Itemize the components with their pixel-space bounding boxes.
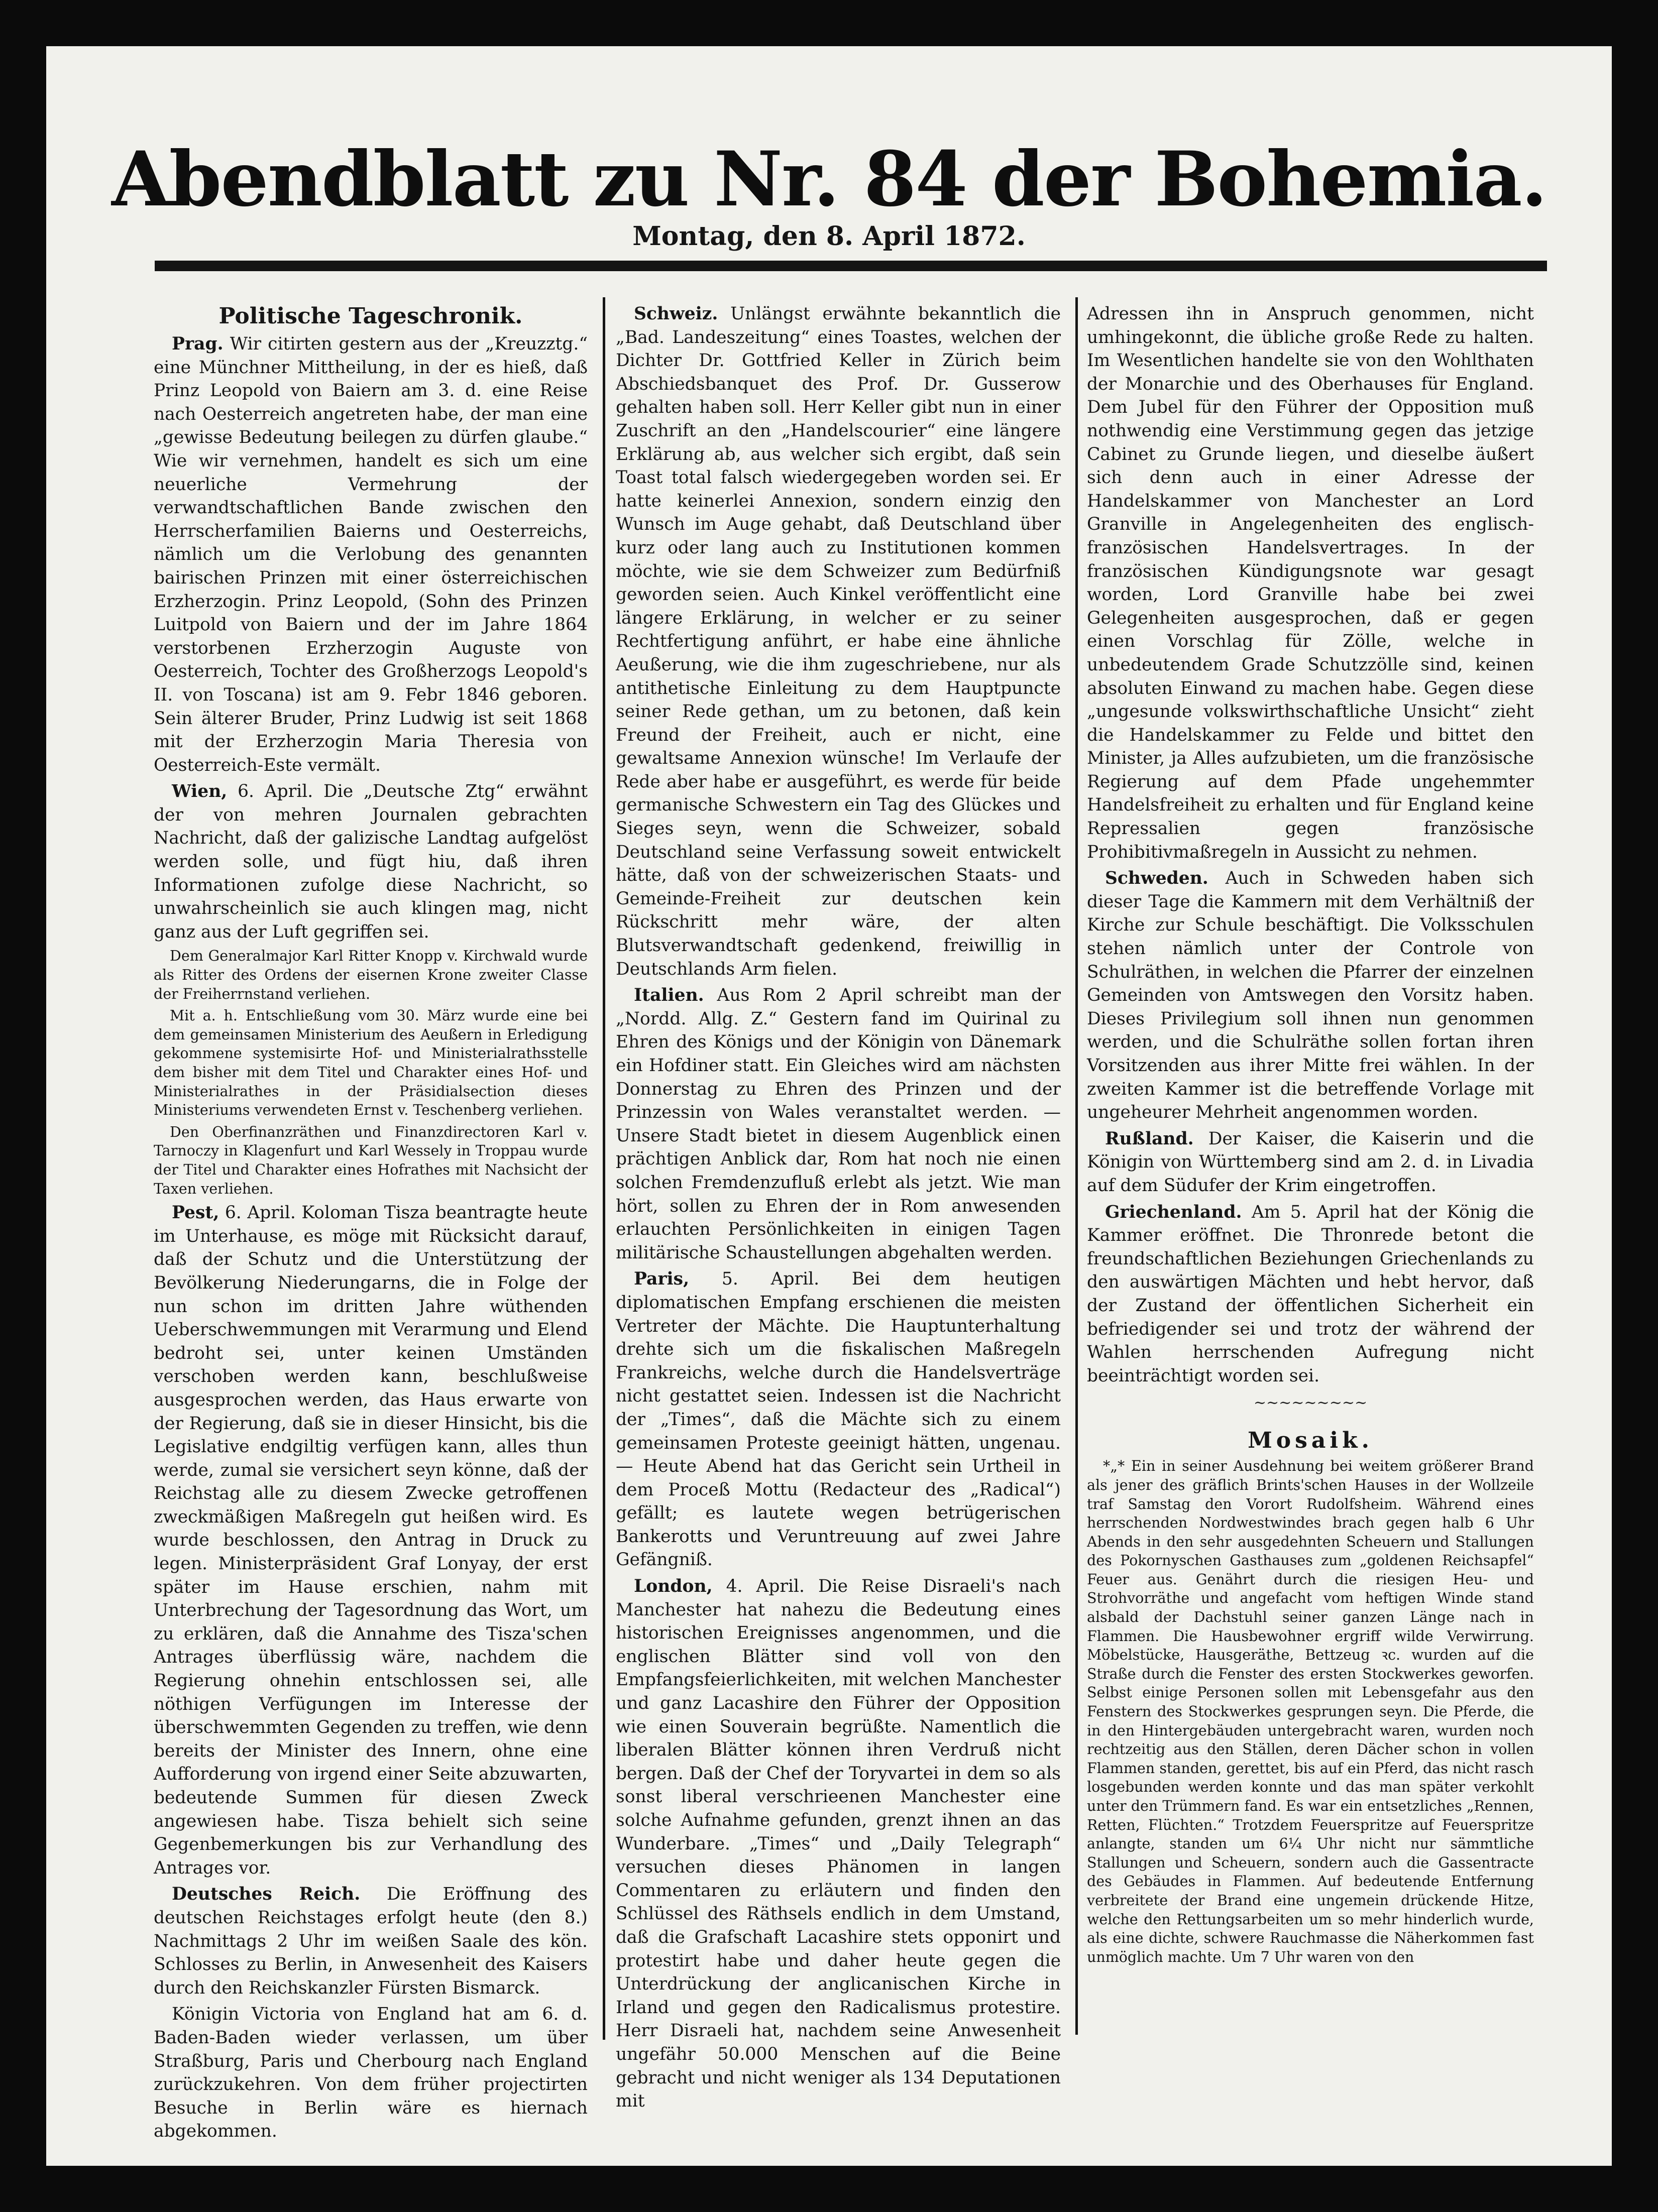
article-pest-text: 6. April. Koloman Tisza beantragte heute im Unterhause, es möge mit Rücksicht darauf, daß der Schutz und die Unterstützung der Bevölkerung Niederungarns, die in Folge der nun schon im dritten Jahre wüthenden Ueberschwemmungen mit Verarmung und Elend bedroht sei, unter keinen Umständen verschoben werden kann, beschlußweise ausgesprochen werden, das Haus erwarte von der Regierung, daß sie in dieser Hinsicht, bis die Legislative endgiltig verfügen kann, alles thun werde, zumal sie versichert seyn könne, daß der Reichstag alle zu diesem Zwecke getroffenen zweckmäßigen Maßregeln gut heißen wird. Es wurde beschlossen, den Antrag in Druck zu legen. Ministerpräsident Graf Lonyay, der erst später im Hause erschien, nahm mit Unterbrechung der Tagesordnung das Wort, um zu erklären, daß die Annahme des Tisza'schen Antrages überflüssig wäre, nachdem die Regierung ohnehin entschlossen sei, alle nöthigen Verfügungen im Interesse der überschwemmten Gegenden zu treffen, wie denn bereits der Minister des Innern, ohne eine Aufforderung von irgend einer Seite abzuwarten, bedeutende Summen für diesen Zweck angewiesen habe. Tisza behielt sich seine Gegenbemerkungen bis zur Verhandlung des Antrages vor. xyxy=(154,1203,588,1878)
notice-finance-directors: Den Oberfinanzräthen und Finanzdirectoren Karl v. Tarnoczy in Klagenfurt und Karl Wessely in Troppau wurde der Titel und Charakter eines Hofrathes mit Nachsicht der Taxen verliehen. xyxy=(154,1123,588,1197)
article-italien-text: Aus Rom 2 April schreibt man der „Nordd. Allg. Z.“ Gestern fand im Quirinal zu Ehren des Königs und der Königin von Dänemark ein Hofdiner statt. Ein Gleiches wird am nächsten Donnerstag zu Ehren des Prinzen und der Prinzessin von Wales veranstaltet werden. — Unsere Stadt bietet in diesem Augenblick einen prächtigen Anblick dar, Rom hat noch nie einen solchen Fremdenzufluß erlebt als jetzt. Wie man hört, sollen zu Ehren der in Rom anwesenden erlauchten Persönlichkeiten in einigen Tagen militärische Schaustellungen abgehalten werden. xyxy=(616,985,1061,1263)
article-schweden xyxy=(1087,867,1534,1124)
dateline-deutsches-reich: Deutsches Reich. xyxy=(172,1884,361,1905)
article-pest xyxy=(154,1201,588,1880)
article-griechenland xyxy=(1087,1201,1534,1388)
article-griechenland-text: Am 5. April hat der König die Kammer eröffnet. Die Thronrede betont die freundschaftlichen Beziehungen Griechenlands zu den auswärtigen Mächten und hebt hervor, daß der Zustand der öffentlichen Sicherheit ein befriedigender sei und trotz der während der Wahlen herrschenden Aufregung nicht beeinträchtigt worden sei. xyxy=(1087,1202,1534,1386)
dateline-prag: Prag. xyxy=(172,334,224,354)
column-right xyxy=(1087,302,1534,2110)
dateline-schweiz: Schweiz. xyxy=(634,304,718,324)
article-prag-text: Wir citirten gestern aus der „Kreuzztg.“ eine Münchner Mittheilung, in der es hieß, daß Prinz Leopold von Baiern am 3. d. eine Reise nach Oesterreich angetreten habe, der man eine „gewisse Bedeutung beilegen zu dürfen glaube.“ Wie wir vernehmen, handelt es sich um eine neuerliche Vermehrung der verwandtschaftlichen Bande zwischen den Herrscherfamilien Baierns und Oesterreichs, nämlich um die Verlobung des genannten bairischen Prinzen mit einer österreichischen Erzherzogin. Prinz Leopold, (Sohn des Prinzen Luitpold von Baiern und der im Jahre 1864 verstorbenen Erzherzogin Auguste von Oesterreich, Tochter des Großherzogs Leopold's II. von Toscana) ist am 9. Febr 1846 geboren. Sein älterer Bruder, Prinz Ludwig ist seit 1868 mit der Erzherzogin Maria Theresia von Oesterreich-Este vermält. xyxy=(154,334,588,775)
article-paris xyxy=(616,1267,1061,1572)
article-deutsches-reich xyxy=(154,1883,588,2000)
dateline-pest: Pest, xyxy=(172,1203,219,1223)
article-london-continued: Adressen ihn in Anspruch genommen, nicht umhingekonnt, die übliche große Rede zu halten. Im Wesentlichen handelte sie von den Wohlthaten der Monarchie und des Oberhauses für England. Dem Jubel für den Führer der Opposition muß nothwendig eine Verstimmung gegen das jetzige Cabinet zu Grunde liegen, und dieselbe äußert sich denn auch in einer Adresse der Handelskammer von Manchester an Lord Granville in Angelegenheiten des englisch-französischen Handelsvertrages. In der französischen Kündigungsnote war gesagt worden, Lord Granville habe bei zwei Gelegenheiten ausgesprochen, daß er gegen einen Vorschlag für Zölle, welche in unbedeutendem Grade Schutzzölle sind, keinen absoluten Einwand zu machen habe. Gegen diese „ungesunde volkswirthschaftliche Unsicht“ zieht die Handelskammer zu Felde und bittet den Minister, ja Alles aufzubieten, um die französische Regierung auf dem Pfade ungehemmter Handelsfreiheit zu erhalten und für England keine Repressalien gegen französische Prohibitivmaßregeln in Aussicht zu nehmen. xyxy=(1087,304,1534,862)
dateline-paris: Paris, xyxy=(634,1269,690,1290)
dateline-wien: Wien, xyxy=(172,781,228,802)
column-rule-1 xyxy=(603,297,605,2040)
article-fire-rudolfsheim: *„* Ein in seiner Ausdehnung bei weitem größerer Brand als jener des gräflich Brints'schen Hauses in der Wollzeile traf Samstag den Vorort Rudolfsheim. Während eines herrschenden Nordwestwindes brach gegen halb 6 Uhr Abends in den sehr ausgedehnten Scheuern und Stallungen des Pokornyschen Gasthauses zum „goldenen Reichsapfel“ Feuer aus. Genährt durch die riesigen Heu- und Strohvorräthe und angefacht vom heftigen Winde stand alsbald der Dachstuhl seiner ganzen Länge nach in Flammen. Die Hausbewohner ergriff wilde Verwirrung. Möbelstücke, Hausgeräthe, Bettzeug ꝛc. wurden auf die Straße durch die Fenster des ersten Stockwerkes geworfen. Selbst einige Personen sollen mit Lebensgefahr aus den Fenstern des Stockwerkes gesprungen seyn. Die Pferde, die in den Hintergebäuden untergebracht waren, wurden noch rechtzeitig aus den Ställen, deren Dächer schon in vollen Flammen standen, gerettet, bis auf ein Pferd, das nicht rasch losgebunden werden konnte und das man später verkohlt unter den Trümmern fand. Es war ein entsetzliches „Rennen, Retten, Flüchten.“ Trotzdem Feuerspritze auf Feuerspritze anlangte, standen um 6¼ Uhr nicht nur sämmtliche Stallungen und Scheuern, sondern auch die Gassentracte des Gebäudes in Flammen. Auf bedeutende Entfernung verbreitete der Brand eine ungemein drückende Hitze, welche den Rettungsarbeiten um so mehr hinderlich wurde, als eine dichte, schwere Rauchmasse die Näherkommen fast unmöglich machte. Um 7 Uhr waren von den xyxy=(1087,1458,1534,1965)
article-london xyxy=(616,1575,1061,2113)
article-london-text: 4. April. Die Reise Disraeli's nach Manchester hat nahezu die Bedeutung eines historischen Ereignisses angenommen, und die englischen Blätter sind voll von den Empfangsfeierlichkeiten, mit welchen Manchester und ganz Lacashire den Führer der Opposition wie einen Souverain begrüßte. Namentlich die liberalen Blätter können ihren Verdruß nicht bergen. Daß der Chef der Toryvartei in dem so als sonst liberal verschrieenen Manchester eine solche Aufnahme gefunden, grenzt ihnen an das Wunderbare. „Times“ und „Daily Telegraph“ versuchen dieses Phänomen in langen Commentaren zu erläutern und finden den Schlüssel des Räthsels endlich in dem Umstand, daß die Grafschaft Lacashire stets opponirt und protestirt habe und daher heute gegen die Unterdrückung der anglicanischen Kirche in Irland und gegen den Radicalismus protestire. Herr Disraeli hat, nachdem seine Anwesenheit ungefähr 50.000 Menschen auf die Beine gebracht und nicht weniger als 134 Deputationen mit xyxy=(616,1576,1061,2112)
article-schweiz xyxy=(616,302,1061,981)
ornament-divider: ~~~~~~~~~ xyxy=(1253,1394,1368,1412)
article-russland-text: Der Kaiser, die Kaiserin und die Königin von Württemberg sind am 2. d. in Livadia auf dem Südufer der Krim eingetroffen. xyxy=(1087,1128,1534,1196)
section-heading-mosaik: Mosaik. xyxy=(1248,1428,1373,1454)
article-prag xyxy=(154,332,588,777)
dateline-italien: Italien. xyxy=(634,985,704,1006)
dateline-london: London, xyxy=(634,1576,713,1597)
masthead-title: Abendblatt zu Nr. 84 der Bohemia. xyxy=(112,135,1546,223)
section-heading-politics: Politische Tageschronik. xyxy=(218,303,523,329)
article-russland xyxy=(1087,1127,1534,1198)
dateline-russland: Rußland. xyxy=(1105,1128,1194,1149)
column-left xyxy=(154,302,588,2142)
article-victoria: Königin Victoria von England hat am 6. d. Baden-Baden wieder verlassen, um über Straßburg, Paris und Cherbourg nach England zurückzukehren. Von dem früher projectirten Besuche in Berlin wäre es hiernach abgekommen. xyxy=(154,2004,588,2142)
newspaper-page xyxy=(46,46,1612,2166)
article-italien xyxy=(616,984,1061,1264)
article-deutsches-reich-text: Die Eröffnung des deutschen Reichstages erfolgt heute (den 8.) Nachmittags 2 Uhr im weißen Saale des kön. Schlosses zu Berlin, in Anwesenheit des Kaisers durch den Reichskanzler Fürsten Bismarck. xyxy=(154,1884,588,1998)
article-paris-text: 5. April. Bei dem heutigen diplomatischen Empfang erschienen die meisten Vertreter der Mächte. Die Hauptunterhaltung drehte sich um die fiskalischen Maßregeln Frankreichs, welche durch die Handelsverträge nicht gestattet seien. Indessen ist die Nachricht der „Times“, daß die Mächte sich zu einem gemeinsamen Proteste geeinigt hätten, ungenau. — Heute Abend hat das Gericht sein Urtheil in dem Proceß Mottu (Redacteur des „Radical“) gefällt; es lautete wegen betrügerischen Bankerotts und Veruntreuung auf zwei Jahre Gefängniß. xyxy=(616,1269,1061,1570)
masthead-rule xyxy=(155,261,1547,271)
notice-teschenberg: Mit a. h. Entschließung vom 30. März wurde eine bei dem gemeinsamen Ministerium des Aeußern in Erledigung gekommene systemisirte Hof- und Ministerialrathsstelle dem bisher mit dem Titel und Charakter eines Hof- und Ministerialrathes in der Präsidialsection dieses Ministeriums verwendeten Ernst v. Teschenberg verliehen. xyxy=(154,1007,588,1119)
article-schweden-text: Auch in Schweden haben sich dieser Tage die Kammern mit dem Verhältniß der Kirche zur Schule beschäftigt. Die Volksschulen stehen nämlich unter der Controle von Schulräthen, in welchen die Pfarrer der einzelnen Gemeinden von Amtswegen den Vorsitz haben. Dieses Privilegium soll ihnen nun genommen werden, und die Schulräthe sollen fortan ihren Vorsitzenden aus ihrer Mitte frei wählen. In der zweiten Kammer ist die betreffende Vorlage mit ungeheurer Mehrheit angenommen worden. xyxy=(1087,868,1534,1123)
dateline-schweden: Schweden. xyxy=(1105,868,1208,889)
dateline-griechenland: Griechenland. xyxy=(1105,1202,1242,1222)
column-rule-2 xyxy=(1075,297,1078,2035)
masthead-dateline: Montag, den 8. April 1872. xyxy=(632,221,1026,252)
column-middle xyxy=(616,302,1061,2110)
notice-knopp: Dem Generalmajor Karl Ritter Knopp v. Kirchwald wurde als Ritter des Ordens der eisernen Krone zweiter Classe der Freiherrnstand verliehen. xyxy=(154,948,588,1002)
article-wien xyxy=(154,780,588,944)
article-schweiz-text: Unlängst erwähnte bekanntlich die „Bad. Landeszeitung“ eines Toastes, welchen der Dichter Dr. Gottfried Keller in Zürich beim Abschiedsbanquet des Prof. Dr. Gusserow gehalten haben soll. Herr Keller gibt nun in einer Zuschrift an den „Handelscourier“ eine längere Erklärung ab, aus welcher sich ergibt, daß sein Toast total falsch wiedergegeben worden sei. Er hatte keinerlei Annexion, sondern einzig den Wunsch im Auge gehabt, daß Deutschland über kurz oder lang auch zu Institutionen kommen möchte, wie sie dem Schweizer zum Bedürfniß geworden seien. Auch Kinkel veröffentlicht eine längere Erklärung, in welcher er zu seiner Rechtfertigung anführt, er habe eine ähnliche Aeußerung, wie die ihm zugeschriebene, nur als antithetische Einleitung zu dem Hauptpuncte seiner Rede gethan, um zu betonen, daß kein Freund der Freiheit, auch er nicht, eine gewaltsame Annexion wünsche! Im Verlaufe der Rede aber habe er ausgeführt, es werde für beide germanische Schwestern ein Tag des Glückes und Sieges seyn, wenn die Schweizer, sobald Deutschland seine Verfassung soweit entwickelt hätte, daß von der schweizerischen Staats- und Gemeinde-Freiheit zur deutschen kein Rückschritt mehr wäre, der alten Blutsverwandtschaft gedenkend, freiwillig in Deutschlands Arm fielen. xyxy=(616,304,1061,979)
article-wien-text: 6. April. Die „Deutsche Ztg“ erwähnt der von mehren Journalen gebrachten Nachricht, daß der galizische Landtag aufgelöst werden solle, und fügt hiu, daß ihren Informationen zufolge diese Nachricht, so unwahrscheinlich sie auch klingen mag, nicht ganz aus der Luft gegriffen sei. xyxy=(154,781,588,942)
